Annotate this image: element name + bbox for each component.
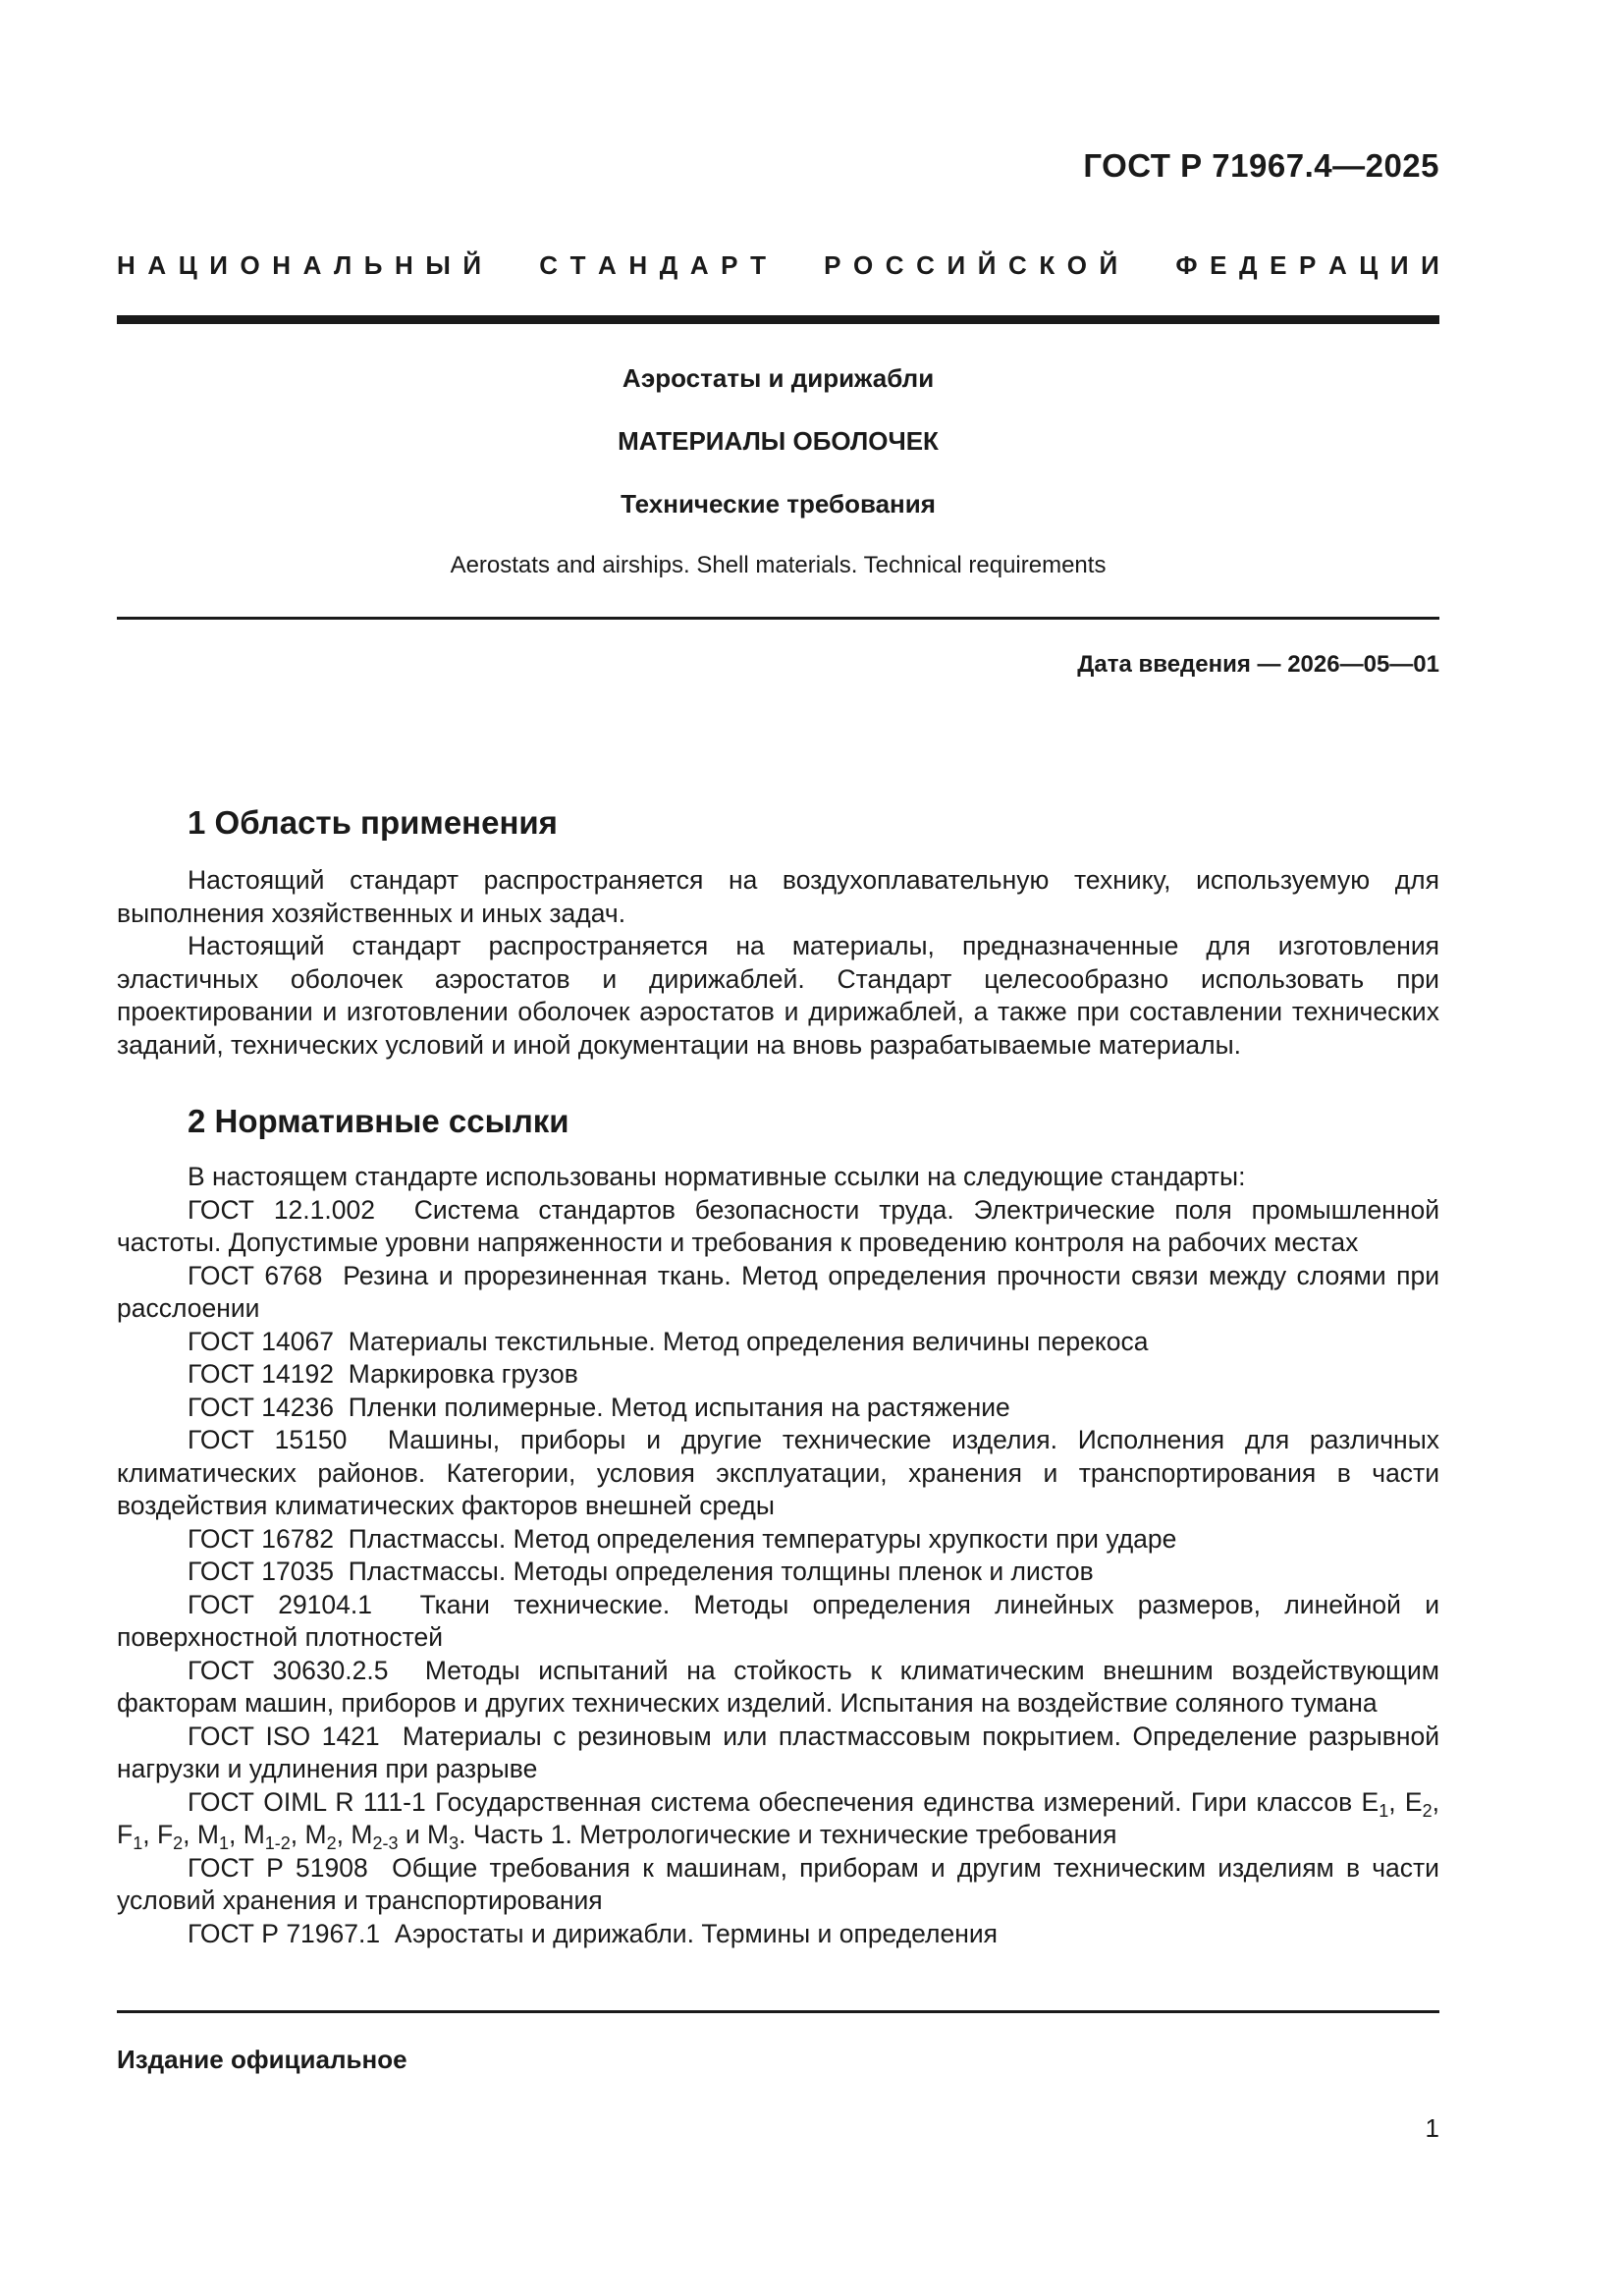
national-standard-banner xyxy=(117,250,1439,281)
section-2-intro: В настоящем стандарте использованы нормативные ссылки на следующие стандарты: xyxy=(188,1162,1246,1191)
reference-code: ГОСТ Р 51908 xyxy=(188,1852,368,1883)
thick-divider xyxy=(117,315,1439,324)
banner-letter: Н xyxy=(117,250,135,280)
banner-letter: И xyxy=(209,250,228,280)
reference-item xyxy=(117,1589,1439,1655)
banner-letter: И xyxy=(1389,250,1409,280)
banner-letter: Н xyxy=(628,250,648,280)
page-number: 1 xyxy=(1425,2113,1439,2143)
banner-letter: Й xyxy=(462,250,482,280)
banner-letter: Н xyxy=(395,250,413,280)
banner-letter: Е xyxy=(1210,250,1227,280)
banner-letter: Р xyxy=(1299,250,1317,280)
banner-letter: Й xyxy=(1099,250,1118,280)
reference-code: ГОСТ 6768 xyxy=(188,1260,323,1290)
banner-letter: С xyxy=(539,250,559,280)
reference-title: Система стандартов безопасности труда. Электрические поля промышленной частоты. Допустимые уровни напряженности и требования к проведению контроля на рабочих местах xyxy=(117,1194,1439,1257)
reference-code: ГОСТ OIML R 111-1 xyxy=(188,1786,426,1817)
title-line-3: Технические требования xyxy=(621,489,936,519)
reference-list-tail xyxy=(117,1852,1439,1951)
banner-letter: Ц xyxy=(1359,250,1379,280)
banner-letter: С xyxy=(916,250,935,280)
reference-code: ГОСТ 29104.1 xyxy=(188,1589,373,1619)
banner-letter: Ы xyxy=(425,250,451,280)
section-1-heading: 1 Область применения xyxy=(188,804,558,841)
reference-item xyxy=(117,1556,1439,1589)
banner-space xyxy=(494,250,527,281)
title-line-2: МАТЕРИАЛЫ ОБОЛОЧЕК xyxy=(618,426,939,456)
banner-letter: С xyxy=(1007,250,1027,280)
reference-code: ГОСТ 12.1.002 xyxy=(188,1194,375,1225)
reference-title: Пластмассы. Метод определения температуры хрупкости при ударе xyxy=(348,1523,1177,1554)
reference-item xyxy=(117,1918,1439,1951)
reference-code: ГОСТ 15150 xyxy=(188,1425,348,1454)
banner-letter: А xyxy=(689,250,709,280)
reference-item xyxy=(117,1523,1439,1557)
section-2-heading: 2 Нормативные ссылки xyxy=(188,1103,569,1139)
banner-letter: Р xyxy=(824,250,841,280)
reference-code: ГОСТ 30630.2.5 xyxy=(188,1655,389,1685)
title-line-1: Аэростаты и дирижабли xyxy=(622,363,935,393)
reference-item xyxy=(117,1852,1439,1918)
banner-letter: К xyxy=(1039,250,1055,280)
reference-item xyxy=(117,1326,1439,1359)
banner-letter: Н xyxy=(272,250,292,280)
banner-letter: С xyxy=(885,250,904,280)
reference-list xyxy=(117,1194,1439,1786)
reference-code: ГОСТ 14192 xyxy=(188,1359,334,1389)
banner-letter: Т xyxy=(750,250,766,280)
reference-item xyxy=(117,1424,1439,1523)
introduction-date: Дата введения — 2026—05—01 xyxy=(1077,651,1439,678)
reference-title: Резина и прорезиненная ткань. Метод определения прочности связи между слоями при расслоении xyxy=(117,1260,1440,1323)
banner-letter: Д xyxy=(1239,250,1258,280)
reference-title: Методы испытаний на стойкость к климатическим внешним воздействующим факторам машин, приборов и других технических изделий. Испытания на воздействие соляного тумана xyxy=(117,1655,1439,1718)
banner-letter: А xyxy=(1327,250,1347,280)
banner-letter: Д xyxy=(659,250,678,280)
reference-title: Аэростаты и дирижабли. Термины и определения xyxy=(394,1918,999,1948)
banner-space xyxy=(1130,250,1163,281)
reference-title: Общие требования к машинам, приборам и другим техническим изделиям в части условий хранения и транспортирования xyxy=(117,1852,1439,1915)
section-2 xyxy=(117,1102,1439,1950)
banner-letter: Т xyxy=(569,250,586,280)
banner-letter: А xyxy=(302,250,322,280)
reference-item xyxy=(117,1721,1439,1786)
banner-letter: Ц xyxy=(178,250,197,280)
banner-letter: Ь xyxy=(363,250,383,280)
reference-code: ГОСТ 14067 xyxy=(188,1326,334,1356)
reference-title: Ткани технические. Методы определения линейных размеров, линейной и поверхностной плотностей xyxy=(117,1589,1440,1652)
reference-item xyxy=(117,1655,1439,1721)
reference-code: ГОСТ 16782 xyxy=(188,1523,334,1554)
reference-item xyxy=(117,1194,1439,1260)
banner-letter: И xyxy=(947,250,966,280)
section-1 xyxy=(117,803,1439,1062)
banner-letter: О xyxy=(1066,250,1087,280)
reference-item xyxy=(117,1358,1439,1392)
banner-letter: О xyxy=(852,250,874,280)
banner-letter: Й xyxy=(977,250,997,280)
banner-letter: И xyxy=(1421,250,1439,280)
footer-divider xyxy=(117,2010,1439,2013)
reference-title: Материалы с резиновым или пластмассовым покрытием. Определение разрывной нагрузки и удлинения при разрыве xyxy=(117,1721,1439,1783)
reference-item: ГОСТ OIML R 111-1 Государственная система обеспечения единства измерений. Гири классов $E_1$, $E_2$, $F_1$, $F_2$, $M_1$, $M_{1-2}$, $M_2$, $M_{2-3}$ и $M_3$. Часть 1. Метрологические и технические требования xyxy=(117,1786,1439,1853)
reference-code: ГОСТ Р 71967.1 xyxy=(188,1918,381,1948)
reference-title: Материалы текстильные. Метод определения величины перекоса xyxy=(348,1326,1149,1356)
reference-title: Пленки полимерные. Метод испытания на растяжение xyxy=(348,1392,1010,1422)
reference-title: Маркировка грузов xyxy=(348,1359,578,1389)
document-number: ГОСТ Р 71967.4—2025 xyxy=(1083,147,1439,184)
title-divider xyxy=(117,617,1439,620)
banner-letter: Р xyxy=(721,250,738,280)
reference-title: Пластмассы. Методы определения толщины пленок и листов xyxy=(348,1557,1094,1586)
reference-code: ГОСТ ISO 1421 xyxy=(188,1721,380,1751)
official-edition-label: Издание официальное xyxy=(117,2045,407,2074)
reference-code: ГОСТ 14236 xyxy=(188,1392,334,1422)
section-1-paragraph-1: Настоящий стандарт распространяется на воздухоплавательную технику, используемую для выполнения хозяйственных и иных задач. xyxy=(117,865,1439,928)
reference-title: Машины, приборы и другие технические изделия. Исполнения для различных климатических районов. Категории, условия эксплуатации, хранения и транспортирования в части воздействия климатических факторов внешней среды xyxy=(117,1425,1439,1520)
banner-letter: А xyxy=(598,250,617,280)
banner-letter: Е xyxy=(1270,250,1287,280)
banner-letter: Ф xyxy=(1175,250,1198,280)
section-1-paragraph-2: Настоящий стандарт распространяется на материалы, предназначенные для изготовления эластичных оболочек аэростатов и дирижаблей. Стандарт целесообразно использовать при проектировании и изготовлении оболочек аэростатов и дирижаблей, а также при составлении технических заданий, технических условий и иной документации на вновь разрабатываемые материалы. xyxy=(117,931,1439,1060)
reference-item xyxy=(117,1260,1439,1326)
reference-code: ГОСТ 17035 xyxy=(188,1557,334,1586)
banner-letter: О xyxy=(240,250,260,280)
reference-item xyxy=(117,1392,1439,1425)
banner-letter: Л xyxy=(333,250,352,280)
banner-letter: А xyxy=(147,250,167,280)
english-title: Aerostats and airships. Shell materials. Technical requirements xyxy=(450,552,1107,578)
banner-space xyxy=(779,250,812,281)
